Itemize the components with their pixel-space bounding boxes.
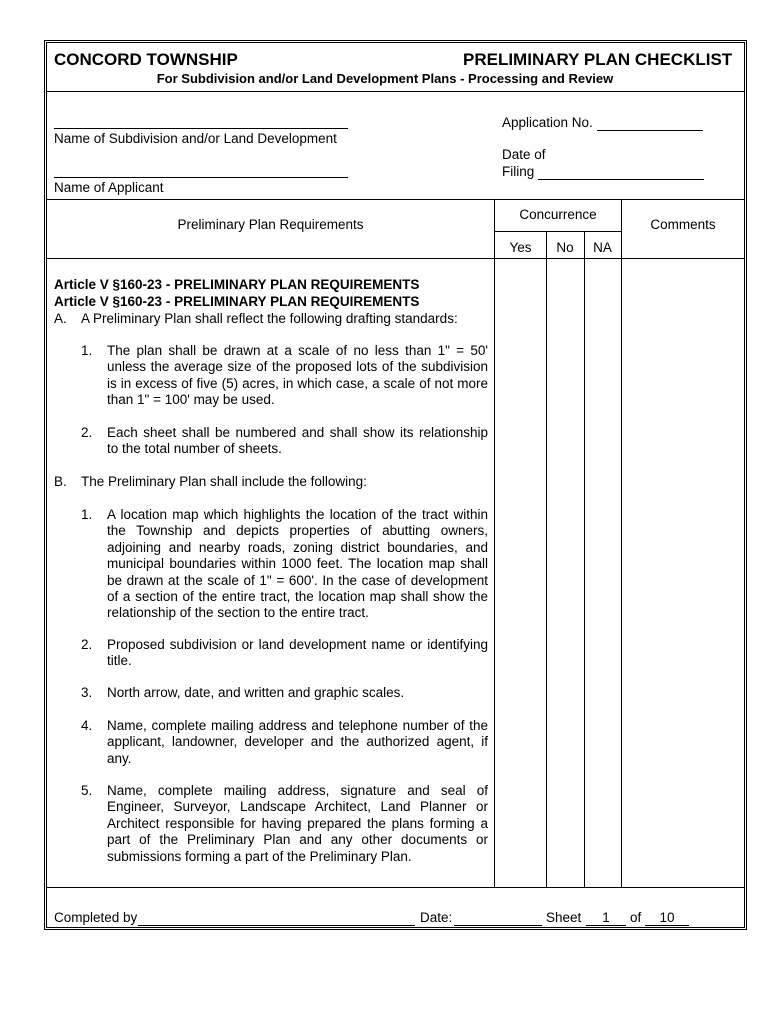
- a-item-number: 2.: [81, 425, 93, 440]
- section-a-text: A Preliminary Plan shall reflect the following drafting standards:: [81, 311, 458, 326]
- text-line: submissions forming a part of the Preliminary Plan.: [107, 848, 412, 864]
- b-item-text: [107, 783, 488, 865]
- a-item-text: [107, 425, 488, 458]
- text-line: unless the average size of the proposed lots of the subdivision: [107, 359, 488, 375]
- yes-header: Yes: [509, 240, 532, 255]
- text-line: North arrow, date, and written and graphic scales.: [107, 685, 405, 700]
- filing-label: Filing: [502, 164, 535, 179]
- b-item-number: 1.: [81, 507, 93, 522]
- sheet-number: 1: [602, 910, 610, 925]
- completion-date-field[interactable]: [454, 925, 542, 926]
- b-item-number: 5.: [81, 783, 93, 798]
- footer-divider: [47, 887, 744, 888]
- subdivision-name-line[interactable]: [54, 128, 348, 129]
- b-item-number: 3.: [81, 685, 93, 700]
- na-header: NA: [593, 240, 612, 255]
- text-line: title.: [107, 653, 132, 669]
- total-sheets: 10: [659, 910, 675, 925]
- applicant-name-label: Name of Applicant: [54, 180, 164, 195]
- text-line: adjoining and nearby roads, zoning district boundaries, and: [107, 539, 488, 555]
- sheet-label: Sheet: [546, 910, 582, 925]
- text-line: Engineer, Surveyor, Landscape Architect, Land Planner or: [107, 799, 488, 815]
- checklist-title: PRELIMINARY PLAN CHECKLIST: [463, 50, 733, 69]
- b-item-text: [107, 718, 488, 767]
- no-column-cell[interactable]: [547, 259, 584, 887]
- text-line: is in excess of five (5) acres, in which case, a scale of not more: [107, 375, 488, 391]
- text-line: Each sheet shall be numbered and shall show its relationship: [107, 425, 488, 440]
- subdivision-name-label: Name of Subdivision and/or Land Development: [54, 131, 337, 146]
- text-line: of a section of the entire tract, the location map shall show the: [107, 589, 488, 605]
- of-label: of: [630, 910, 642, 925]
- text-line: The plan shall be drawn at a scale of no less than 1" = 50': [107, 343, 488, 358]
- text-line: any.: [107, 750, 132, 766]
- yes-column-cell[interactable]: [495, 259, 546, 887]
- text-line: the Township and depicts properties of abutting owners,: [107, 523, 488, 539]
- applicant-name-line[interactable]: [54, 177, 348, 178]
- sheet-number-line: [586, 925, 626, 926]
- text-line: Name, complete mailing address and telephone number of the: [107, 718, 488, 733]
- section-b-text: The Preliminary Plan shall include the following:: [81, 474, 367, 489]
- na-column-cell[interactable]: [585, 259, 621, 887]
- text-line: applicant, landowner, developer and the authorized agent, if: [107, 734, 488, 750]
- comments-column-cell[interactable]: [622, 259, 744, 887]
- header-divider: [47, 91, 744, 92]
- date-label: Date:: [420, 910, 453, 925]
- text-line: be drawn at the scale of 1" = 600'. In the case of development: [107, 572, 488, 588]
- application-no-label: Application No.: [502, 115, 593, 130]
- article-heading: Article V §160-23 - PRELIMINARY PLAN REQUIREMENTS: [54, 277, 420, 292]
- text-line: Proposed subdivision or land development name or identifying: [107, 637, 488, 652]
- requirements-header: Preliminary Plan Requirements: [177, 217, 364, 232]
- text-line: A location map which highlights the location of the tract within: [107, 507, 488, 522]
- text-line: Architect responsible for having prepared the plans forming a: [107, 815, 488, 831]
- text-line: part of the Preliminary Plan and any other documents or: [107, 832, 488, 848]
- b-item-text: [107, 637, 488, 670]
- a-item-number: 1.: [81, 343, 93, 358]
- concurrence-subdivider: [495, 231, 621, 232]
- text-line: to the total number of sheets.: [107, 441, 282, 457]
- b-item-text: [107, 685, 488, 701]
- b-item-text: [107, 507, 488, 622]
- section-b-marker: B.: [54, 474, 67, 489]
- article-heading-repeat: Article V §160-23 - PRELIMINARY PLAN REQUIREMENTS: [54, 294, 420, 309]
- info-divider: [47, 199, 744, 200]
- filing-date-field[interactable]: [538, 179, 704, 180]
- text-line: municipal boundaries within 1000 feet. The location map shall: [107, 556, 488, 572]
- no-header: No: [556, 240, 574, 255]
- completed-by-field[interactable]: [138, 925, 415, 926]
- completed-by-label: Completed by: [54, 910, 138, 925]
- application-no-field[interactable]: [597, 130, 703, 131]
- concurrence-header: Concurrence: [519, 207, 597, 222]
- total-sheets-line: [645, 925, 689, 926]
- text-line: relationship of the section to the entire tract.: [107, 605, 369, 621]
- text-line: Name, complete mailing address, signature and seal of: [107, 783, 488, 798]
- comments-header: Comments: [650, 217, 716, 232]
- b-item-number: 4.: [81, 718, 93, 733]
- b-item-number: 2.: [81, 637, 93, 652]
- checklist-subtitle: For Subdivision and/or Land Development Plans - Processing and Review: [156, 71, 614, 86]
- township-name: CONCORD TOWNSHIP: [54, 50, 238, 69]
- text-line: than 1" = 100' may be used.: [107, 392, 275, 408]
- section-a-marker: A.: [54, 311, 67, 326]
- a-item-text: [107, 343, 488, 409]
- date-of-label: Date of: [502, 147, 546, 162]
